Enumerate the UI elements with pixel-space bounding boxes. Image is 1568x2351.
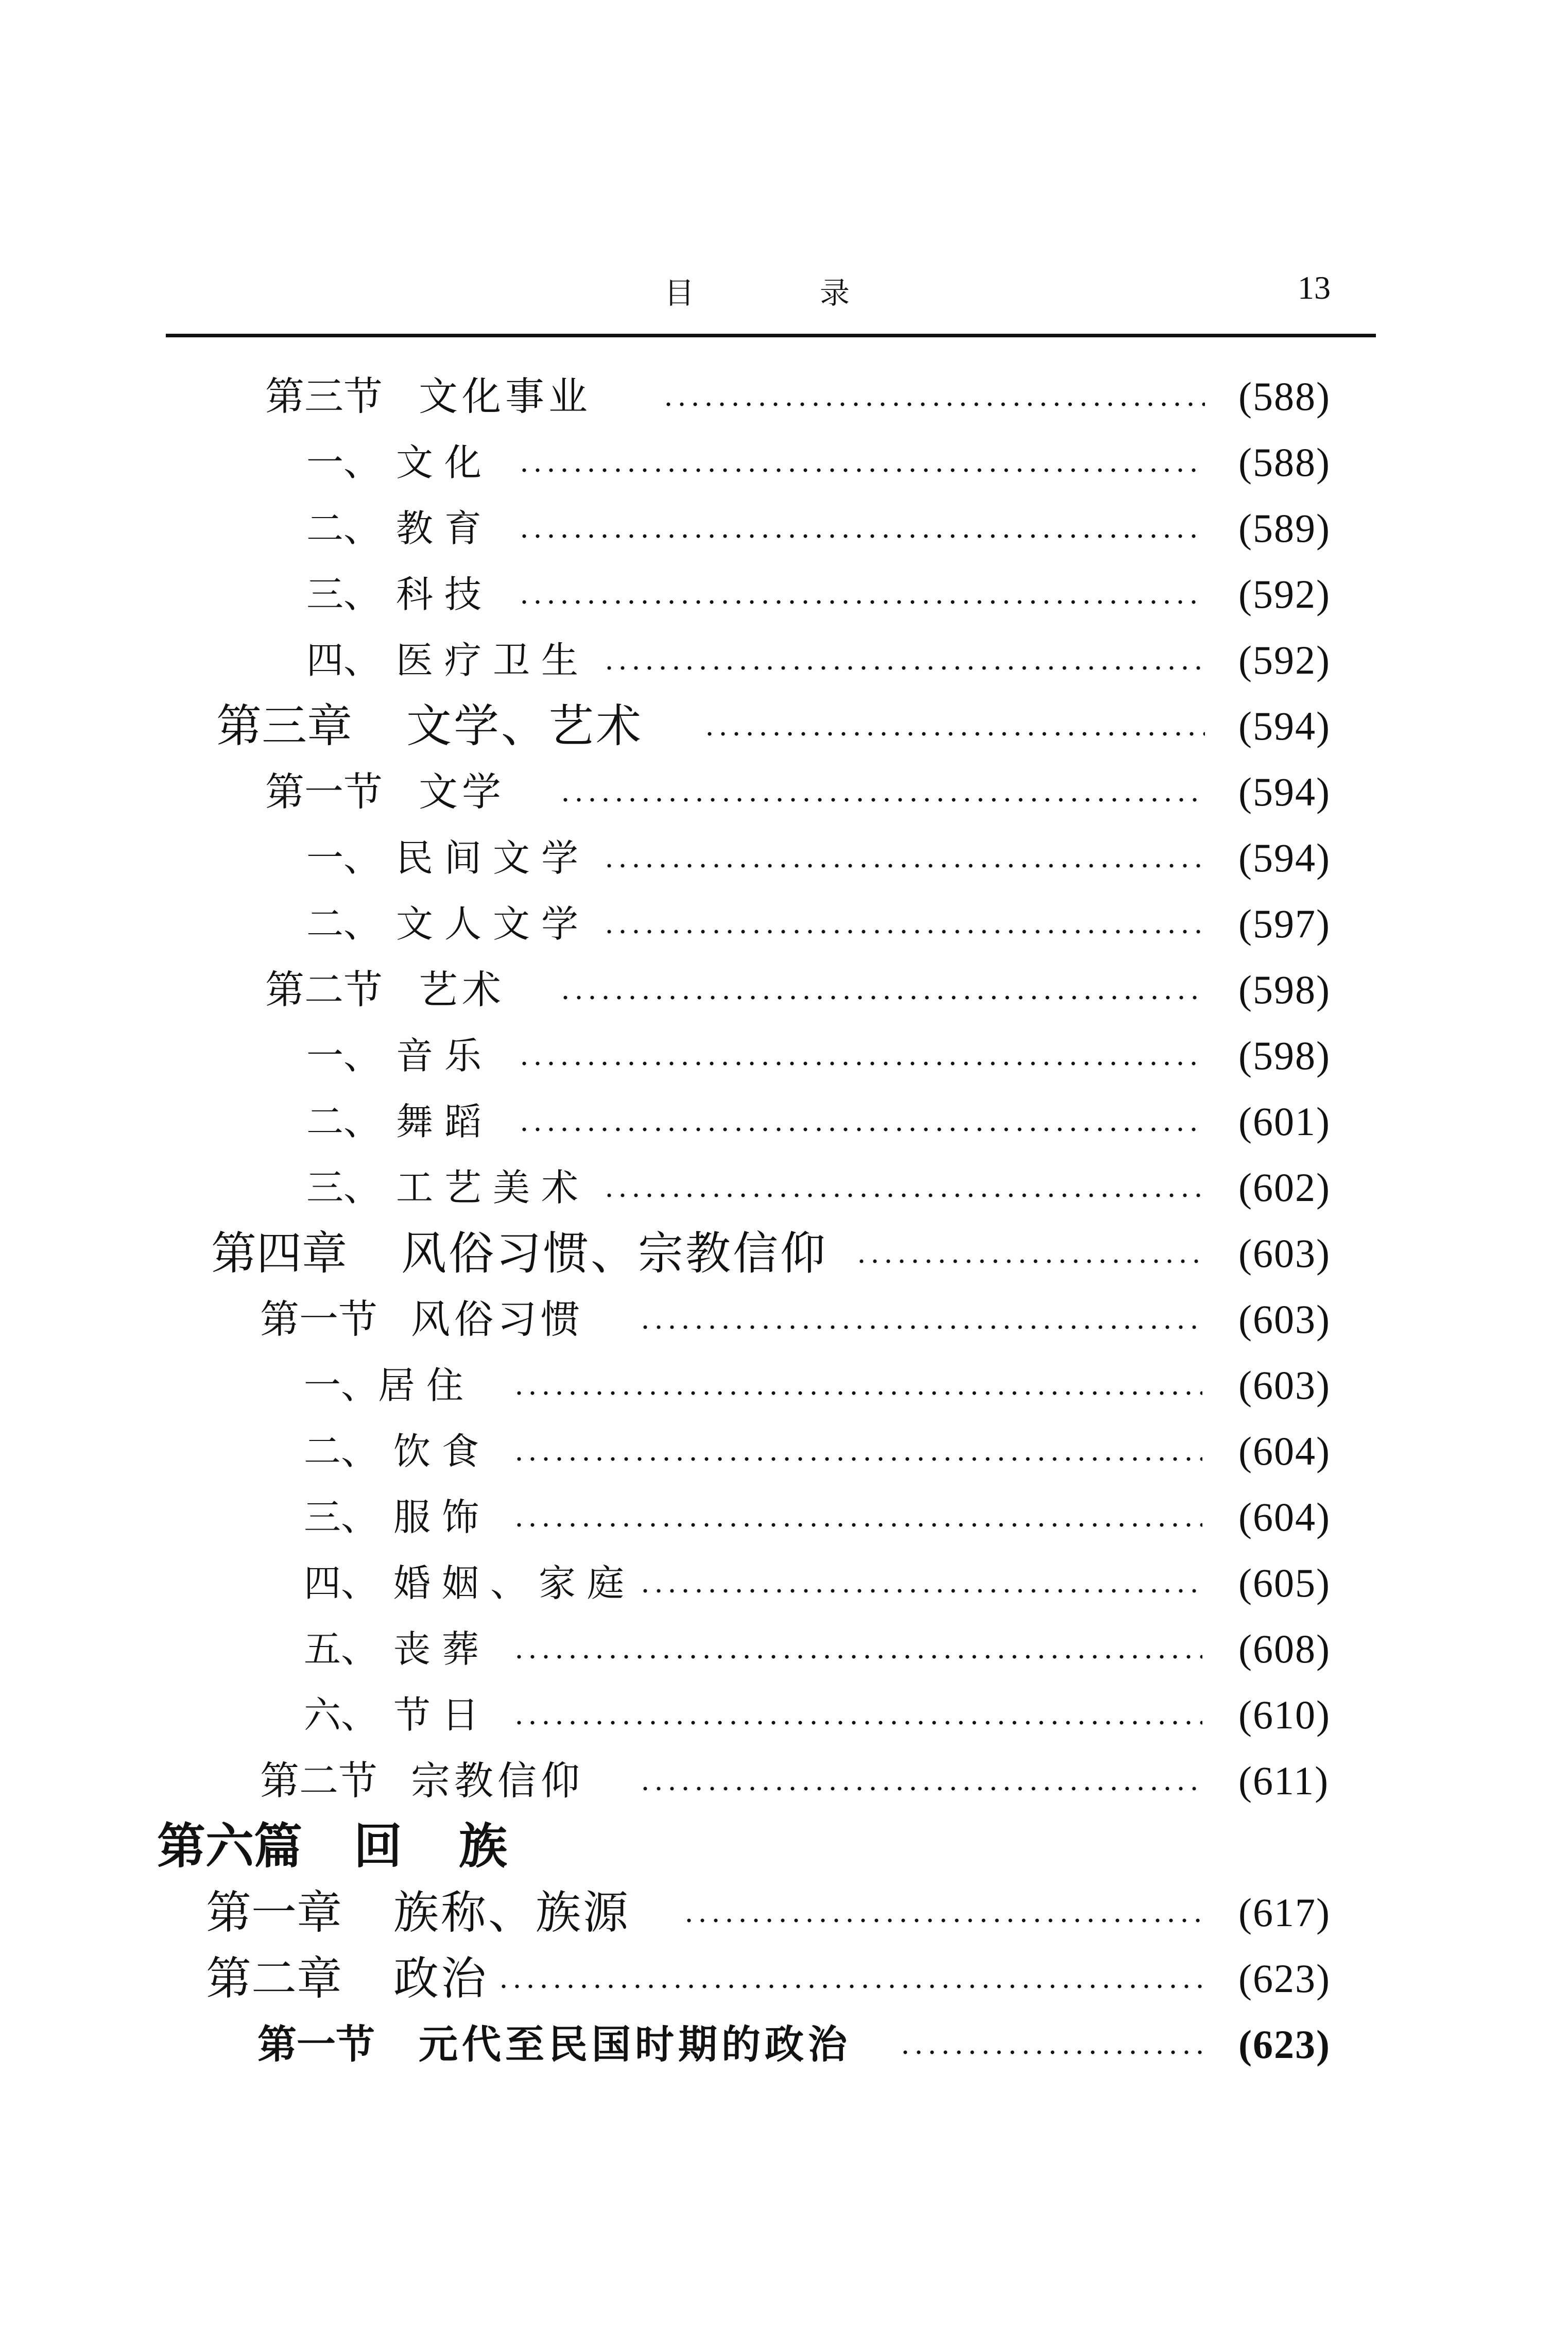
entry-page: (604) — [1238, 1495, 1331, 1539]
toc-entry-item — [0, 1486, 1568, 1548]
running-header-title — [664, 269, 850, 312]
entry-number: 一、 — [306, 1034, 381, 1077]
leader-dots — [899, 2050, 1202, 2055]
toc-entry-item — [0, 497, 1568, 559]
entry-page: (617) — [1238, 1890, 1331, 1935]
toc-entry-item — [0, 1684, 1568, 1746]
entry-title: 文化 — [396, 441, 493, 484]
toc-entry-section — [0, 2014, 1568, 2075]
leader-dots — [703, 731, 1205, 736]
toc-entry-item — [0, 629, 1568, 691]
toc-entry-section — [0, 1289, 1568, 1350]
entry-title: 元代至民国时期的政治 — [419, 2021, 851, 2067]
entry-number: 四、 — [306, 639, 381, 682]
entry-page: (597) — [1238, 901, 1331, 946]
leader-dots — [518, 1127, 1205, 1132]
entry-number: 第一节 — [257, 2021, 375, 2067]
entry-page: (603) — [1238, 1363, 1331, 1408]
entry-number: 第一章 — [206, 1886, 342, 1939]
entry-number: 一、 — [306, 836, 381, 880]
entry-page: (588) — [1238, 374, 1331, 419]
entry-number: 二、 — [306, 1100, 381, 1143]
entry-number: 第一节 — [265, 769, 383, 815]
entry-page: (594) — [1238, 835, 1331, 880]
toc-entry-chapter — [0, 1948, 1568, 2010]
leader-dots — [512, 1391, 1202, 1396]
entry-page: (610) — [1238, 1692, 1331, 1737]
entry-number: 第四章 — [211, 1227, 348, 1280]
leader-dots — [497, 1984, 1202, 1989]
toc-entry-item — [0, 1420, 1568, 1482]
toc-entry-section — [0, 366, 1568, 427]
entry-page: (603) — [1238, 1231, 1331, 1276]
entry-page: (605) — [1238, 1560, 1331, 1605]
entry-title: 教育 — [396, 507, 493, 550]
entry-number: 四、 — [304, 1561, 378, 1605]
entry-number: 三、 — [306, 573, 381, 616]
entry-title: 族称、族源 — [393, 1886, 631, 1939]
entry-title: 舞蹈 — [396, 1100, 493, 1143]
entry-page: (588) — [1238, 440, 1331, 485]
toc-entry-item — [0, 1618, 1568, 1680]
page-number: 13 — [1298, 269, 1331, 306]
leader-dots — [639, 1786, 1202, 1791]
entry-page: (603) — [1238, 1297, 1331, 1342]
entry-title: 回 族 — [354, 1818, 512, 1875]
entry-number: 第二节 — [265, 967, 383, 1013]
leader-dots — [602, 929, 1205, 934]
entry-number: 二、 — [304, 1430, 378, 1473]
toc-entry-item — [0, 563, 1568, 625]
entry-page: (594) — [1238, 703, 1331, 748]
entry-page: (594) — [1238, 769, 1331, 814]
leader-dots — [512, 1654, 1202, 1659]
toc-entry-section — [0, 959, 1568, 1021]
toc-entry-chapter — [0, 1223, 1568, 1284]
toc-entry-section — [0, 1750, 1568, 1812]
leader-dots — [518, 468, 1205, 473]
leader-dots — [639, 1588, 1202, 1593]
entry-title: 文化事业 — [419, 373, 592, 419]
entry-page: (589) — [1238, 506, 1331, 551]
entry-title: 饮食 — [393, 1430, 491, 1473]
entry-page: (608) — [1238, 1626, 1331, 1671]
entry-title: 音乐 — [396, 1034, 493, 1077]
entry-title: 医疗卫生 — [396, 639, 590, 682]
entry-page: (604) — [1238, 1429, 1331, 1473]
toc-entry-item — [0, 1552, 1568, 1614]
toc-entry-item — [0, 1025, 1568, 1087]
entry-number: 一、 — [304, 1364, 378, 1407]
entry-page: (611) — [1238, 1758, 1330, 1803]
entry-page: (623) — [1238, 2022, 1331, 2067]
entry-number: 第六篇 — [157, 1818, 303, 1875]
leader-dots — [559, 797, 1205, 802]
toc-entry-section — [0, 761, 1568, 823]
entry-title: 风俗习惯 — [411, 1296, 584, 1342]
entry-title: 婚姻、家庭 — [393, 1561, 636, 1605]
entry-number: 二、 — [306, 902, 381, 946]
entry-title: 政治 — [393, 1952, 489, 2005]
toc-entry-item — [0, 827, 1568, 889]
entry-page: (602) — [1238, 1165, 1331, 1210]
toc-entry-item — [0, 1091, 1568, 1153]
leader-dots — [518, 1061, 1205, 1066]
entry-title: 文学 — [419, 769, 505, 815]
entry-number: 三、 — [304, 1496, 378, 1539]
leader-dots — [518, 534, 1205, 539]
entry-title: 居住 — [378, 1364, 475, 1407]
header-char-1: 目 — [664, 276, 695, 311]
leader-dots — [512, 1456, 1202, 1462]
leader-dots — [639, 1325, 1202, 1330]
entry-title: 服饰 — [393, 1496, 491, 1539]
entry-title: 文人文学 — [396, 902, 590, 946]
toc-entry-item — [0, 432, 1568, 493]
entry-number: 第二章 — [206, 1952, 342, 2005]
entry-number: 二、 — [306, 507, 381, 550]
leader-dots — [602, 1193, 1205, 1198]
entry-page: (592) — [1238, 572, 1331, 616]
entry-title: 科技 — [396, 573, 493, 616]
entry-number: 第三节 — [265, 373, 383, 419]
leader-dots — [855, 1259, 1202, 1264]
entry-title: 宗教信仰 — [411, 1758, 584, 1804]
toc-entry-item — [0, 893, 1568, 955]
leader-dots — [602, 665, 1205, 671]
leader-dots — [518, 599, 1205, 605]
entry-page: (601) — [1238, 1099, 1331, 1144]
leader-dots — [512, 1720, 1202, 1725]
leader-dots — [559, 995, 1205, 1000]
leader-dots — [512, 1522, 1202, 1528]
toc-entry-part — [0, 1816, 1568, 1878]
toc-entry-item — [0, 1354, 1568, 1416]
entry-number: 一、 — [306, 441, 381, 484]
entry-page: (598) — [1238, 1033, 1331, 1078]
entry-number: 第三章 — [216, 699, 353, 752]
leader-dots — [682, 1918, 1202, 1923]
entry-number: 三、 — [306, 1166, 381, 1209]
leader-dots — [602, 863, 1205, 868]
entry-number: 第二节 — [260, 1758, 377, 1804]
entry-title: 文学、艺术 — [406, 699, 644, 752]
toc-entry-item — [0, 1157, 1568, 1219]
header-char-2: 录 — [819, 276, 850, 311]
toc-entry-chapter — [0, 695, 1568, 757]
entry-page: (592) — [1238, 638, 1331, 682]
header-rule — [166, 334, 1376, 337]
entry-number: 五、 — [304, 1627, 378, 1671]
entry-title: 民间文学 — [396, 836, 590, 880]
toc-entry-chapter — [0, 1882, 1568, 1944]
entry-title: 丧葬 — [393, 1627, 491, 1671]
entry-title: 艺术 — [419, 967, 505, 1013]
entry-number: 六、 — [304, 1693, 378, 1737]
entry-page: (623) — [1238, 1956, 1331, 2001]
entry-title: 节日 — [393, 1693, 491, 1737]
leader-dots — [662, 402, 1205, 407]
entry-page: (598) — [1238, 967, 1331, 1012]
entry-title: 风俗习惯、宗教信仰 — [401, 1227, 828, 1280]
entry-title: 工艺美术 — [396, 1166, 590, 1209]
entry-number: 第一节 — [260, 1296, 377, 1342]
